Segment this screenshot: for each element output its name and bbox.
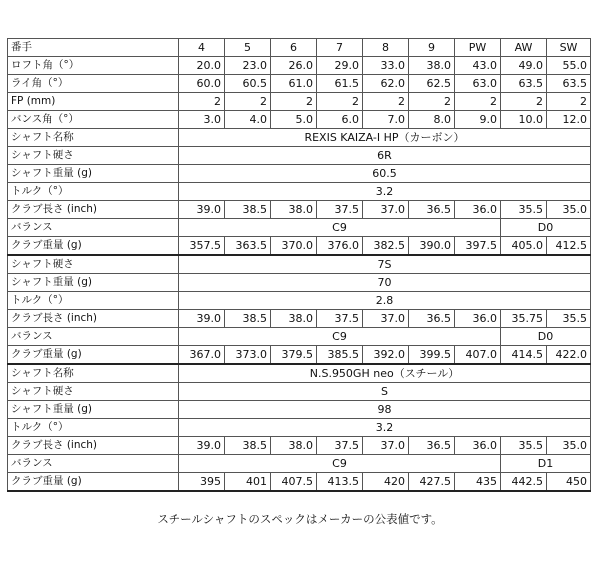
table-row bbox=[8, 346, 591, 365]
club-weight-value: 401 bbox=[225, 473, 271, 492]
spec-label: ロフト角（°） bbox=[8, 57, 179, 75]
spec-value: 7.0 bbox=[363, 111, 409, 129]
club-length-value: 35.75 bbox=[501, 310, 547, 328]
club-weight-value: 376.0 bbox=[317, 237, 363, 256]
balance-main-value: C9 bbox=[179, 328, 501, 346]
club-length-value: 37.5 bbox=[317, 201, 363, 219]
club-number-header: 9 bbox=[409, 39, 455, 57]
club-weight-value: 390.0 bbox=[409, 237, 455, 256]
club-number-header: 5 bbox=[225, 39, 271, 57]
spec-value: 63.5 bbox=[547, 75, 591, 93]
club-length-value: 35.5 bbox=[501, 201, 547, 219]
spec-value: 2 bbox=[317, 93, 363, 111]
shaft-weight-value: 70 bbox=[179, 274, 591, 292]
club-length-value: 35.0 bbox=[547, 201, 591, 219]
spec-value: 26.0 bbox=[271, 57, 317, 75]
club-length-value: 39.0 bbox=[179, 201, 225, 219]
spec-value: 2 bbox=[547, 93, 591, 111]
club-weight-value: 363.5 bbox=[225, 237, 271, 256]
shaft-weight-value: 60.5 bbox=[179, 165, 591, 183]
table-row bbox=[8, 57, 591, 75]
club-number-header: 6 bbox=[271, 39, 317, 57]
club-length-value: 39.0 bbox=[179, 310, 225, 328]
table-row bbox=[8, 401, 591, 419]
club-weight-label: クラブ重量 (g) bbox=[8, 346, 179, 365]
spec-note: スチールシャフトのスペックはメーカーの公表値です。 bbox=[157, 512, 443, 526]
shaft-flex-label: シャフト硬さ bbox=[8, 383, 179, 401]
table-row bbox=[8, 75, 591, 93]
spec-value: 49.0 bbox=[501, 57, 547, 75]
spec-value: 29.0 bbox=[317, 57, 363, 75]
club-weight-value: 370.0 bbox=[271, 237, 317, 256]
shaft-name-label: シャフト名称 bbox=[8, 364, 179, 383]
torque-label: トルク（°） bbox=[8, 183, 179, 201]
table-row bbox=[8, 201, 591, 219]
club-length-value: 36.5 bbox=[409, 201, 455, 219]
spec-value: 5.0 bbox=[271, 111, 317, 129]
club-weight-value: 442.5 bbox=[501, 473, 547, 492]
club-weight-value: 413.5 bbox=[317, 473, 363, 492]
club-weight-value: 407.5 bbox=[271, 473, 317, 492]
club-weight-value: 357.5 bbox=[179, 237, 225, 256]
table-row bbox=[8, 165, 591, 183]
club-number-header: SW bbox=[547, 39, 591, 57]
table-row bbox=[8, 129, 591, 147]
club-length-value: 38.5 bbox=[225, 201, 271, 219]
club-length-value: 38.0 bbox=[271, 437, 317, 455]
spec-label: バンス角（°） bbox=[8, 111, 179, 129]
club-weight-value: 395 bbox=[179, 473, 225, 492]
spec-value: 10.0 bbox=[501, 111, 547, 129]
club-weight-label: クラブ重量 (g) bbox=[8, 237, 179, 256]
spec-value: 4.0 bbox=[225, 111, 271, 129]
header-label: 番手 bbox=[8, 39, 179, 57]
club-weight-value: 385.5 bbox=[317, 346, 363, 365]
club-length-value: 35.0 bbox=[547, 437, 591, 455]
spec-value: 23.0 bbox=[225, 57, 271, 75]
club-weight-value: 397.5 bbox=[455, 237, 501, 256]
spec-value: 38.0 bbox=[409, 57, 455, 75]
table-row bbox=[8, 219, 591, 237]
spec-value: 2 bbox=[225, 93, 271, 111]
shaft-weight-label: シャフト重量 (g) bbox=[8, 165, 179, 183]
spec-value: 3.0 bbox=[179, 111, 225, 129]
club-length-label: クラブ長さ (inch) bbox=[8, 437, 179, 455]
balance-wedge-value: D0 bbox=[501, 219, 591, 237]
spec-value: 12.0 bbox=[547, 111, 591, 129]
spec-table bbox=[7, 38, 591, 492]
spec-label: ライ角（°） bbox=[8, 75, 179, 93]
spec-value: 2 bbox=[455, 93, 501, 111]
shaft-flex-value: 7S bbox=[179, 255, 591, 274]
shaft-name-label: シャフト名称 bbox=[8, 129, 179, 147]
shaft-name-value: N.S.950GH neo（スチール） bbox=[179, 364, 591, 383]
club-weight-value: 373.0 bbox=[225, 346, 271, 365]
table-row bbox=[8, 328, 591, 346]
table-row bbox=[8, 310, 591, 328]
club-weight-value: 392.0 bbox=[363, 346, 409, 365]
club-number-header: 7 bbox=[317, 39, 363, 57]
table-row bbox=[8, 111, 591, 129]
club-weight-value: 427.5 bbox=[409, 473, 455, 492]
club-weight-value: 435 bbox=[455, 473, 501, 492]
spec-value: 60.5 bbox=[225, 75, 271, 93]
club-length-value: 36.5 bbox=[409, 437, 455, 455]
shaft-flex-label: シャフト硬さ bbox=[8, 255, 179, 274]
spec-value: 2 bbox=[363, 93, 409, 111]
shaft-weight-label: シャフト重量 (g) bbox=[8, 274, 179, 292]
club-length-value: 36.0 bbox=[455, 310, 501, 328]
shaft-flex-value: S bbox=[179, 383, 591, 401]
table-row bbox=[8, 147, 591, 165]
club-number-header: 4 bbox=[179, 39, 225, 57]
club-weight-value: 450 bbox=[547, 473, 591, 492]
club-weight-value: 405.0 bbox=[501, 237, 547, 256]
spec-value: 6.0 bbox=[317, 111, 363, 129]
spec-value: 9.0 bbox=[455, 111, 501, 129]
club-length-value: 36.5 bbox=[409, 310, 455, 328]
table-row bbox=[8, 93, 591, 111]
table-row bbox=[8, 237, 591, 256]
spec-value: 2 bbox=[501, 93, 547, 111]
club-length-value: 37.0 bbox=[363, 437, 409, 455]
club-weight-value: 407.0 bbox=[455, 346, 501, 365]
table-row bbox=[8, 419, 591, 437]
torque-label: トルク（°） bbox=[8, 292, 179, 310]
balance-wedge-value: D0 bbox=[501, 328, 591, 346]
torque-value: 3.2 bbox=[179, 183, 591, 201]
table-row bbox=[8, 364, 591, 383]
table-row bbox=[8, 183, 591, 201]
balance-label: バランス bbox=[8, 455, 179, 473]
club-length-value: 35.5 bbox=[547, 310, 591, 328]
spec-value: 62.5 bbox=[409, 75, 455, 93]
club-weight-value: 382.5 bbox=[363, 237, 409, 256]
club-number-header: AW bbox=[501, 39, 547, 57]
torque-label: トルク（°） bbox=[8, 419, 179, 437]
club-weight-value: 412.5 bbox=[547, 237, 591, 256]
table-row bbox=[8, 473, 591, 492]
table-row bbox=[8, 39, 591, 57]
torque-value: 3.2 bbox=[179, 419, 591, 437]
club-weight-value: 422.0 bbox=[547, 346, 591, 365]
club-weight-value: 367.0 bbox=[179, 346, 225, 365]
spec-value: 63.5 bbox=[501, 75, 547, 93]
spec-value: 61.5 bbox=[317, 75, 363, 93]
spec-value: 60.0 bbox=[179, 75, 225, 93]
club-length-value: 36.0 bbox=[455, 437, 501, 455]
spec-value: 63.0 bbox=[455, 75, 501, 93]
spec-label: FP (mm) bbox=[8, 93, 179, 111]
club-length-value: 38.0 bbox=[271, 310, 317, 328]
club-length-value: 38.5 bbox=[225, 437, 271, 455]
spec-value: 43.0 bbox=[455, 57, 501, 75]
spec-value: 55.0 bbox=[547, 57, 591, 75]
shaft-flex-value: 6R bbox=[179, 147, 591, 165]
table-row bbox=[8, 383, 591, 401]
balance-main-value: C9 bbox=[179, 455, 501, 473]
balance-wedge-value: D1 bbox=[501, 455, 591, 473]
spec-value: 2 bbox=[271, 93, 317, 111]
torque-value: 2.8 bbox=[179, 292, 591, 310]
club-number-header: 8 bbox=[363, 39, 409, 57]
spec-value: 20.0 bbox=[179, 57, 225, 75]
spec-value: 8.0 bbox=[409, 111, 455, 129]
club-length-label: クラブ長さ (inch) bbox=[8, 310, 179, 328]
table-row bbox=[8, 455, 591, 473]
club-length-value: 39.0 bbox=[179, 437, 225, 455]
balance-label: バランス bbox=[8, 328, 179, 346]
club-length-value: 38.0 bbox=[271, 201, 317, 219]
club-weight-value: 379.5 bbox=[271, 346, 317, 365]
club-length-value: 37.5 bbox=[317, 437, 363, 455]
shaft-weight-label: シャフト重量 (g) bbox=[8, 401, 179, 419]
club-length-value: 37.0 bbox=[363, 310, 409, 328]
spec-value: 2 bbox=[179, 93, 225, 111]
club-length-value: 38.5 bbox=[225, 310, 271, 328]
table-row bbox=[8, 292, 591, 310]
club-length-label: クラブ長さ (inch) bbox=[8, 201, 179, 219]
balance-label: バランス bbox=[8, 219, 179, 237]
club-weight-value: 399.5 bbox=[409, 346, 455, 365]
shaft-flex-label: シャフト硬さ bbox=[8, 147, 179, 165]
club-weight-label: クラブ重量 (g) bbox=[8, 473, 179, 492]
balance-main-value: C9 bbox=[179, 219, 501, 237]
club-weight-value: 420 bbox=[363, 473, 409, 492]
club-number-header: PW bbox=[455, 39, 501, 57]
club-length-value: 37.0 bbox=[363, 201, 409, 219]
spec-value: 61.0 bbox=[271, 75, 317, 93]
club-weight-value: 414.5 bbox=[501, 346, 547, 365]
table-row bbox=[8, 255, 591, 274]
spec-value: 62.0 bbox=[363, 75, 409, 93]
club-length-value: 35.5 bbox=[501, 437, 547, 455]
club-length-value: 36.0 bbox=[455, 201, 501, 219]
table-row bbox=[8, 274, 591, 292]
club-length-value: 37.5 bbox=[317, 310, 363, 328]
table-row bbox=[8, 437, 591, 455]
spec-value: 2 bbox=[409, 93, 455, 111]
spec-value: 33.0 bbox=[363, 57, 409, 75]
shaft-weight-value: 98 bbox=[179, 401, 591, 419]
shaft-name-value: REXIS KAIZA-I HP（カーボン） bbox=[179, 129, 591, 147]
